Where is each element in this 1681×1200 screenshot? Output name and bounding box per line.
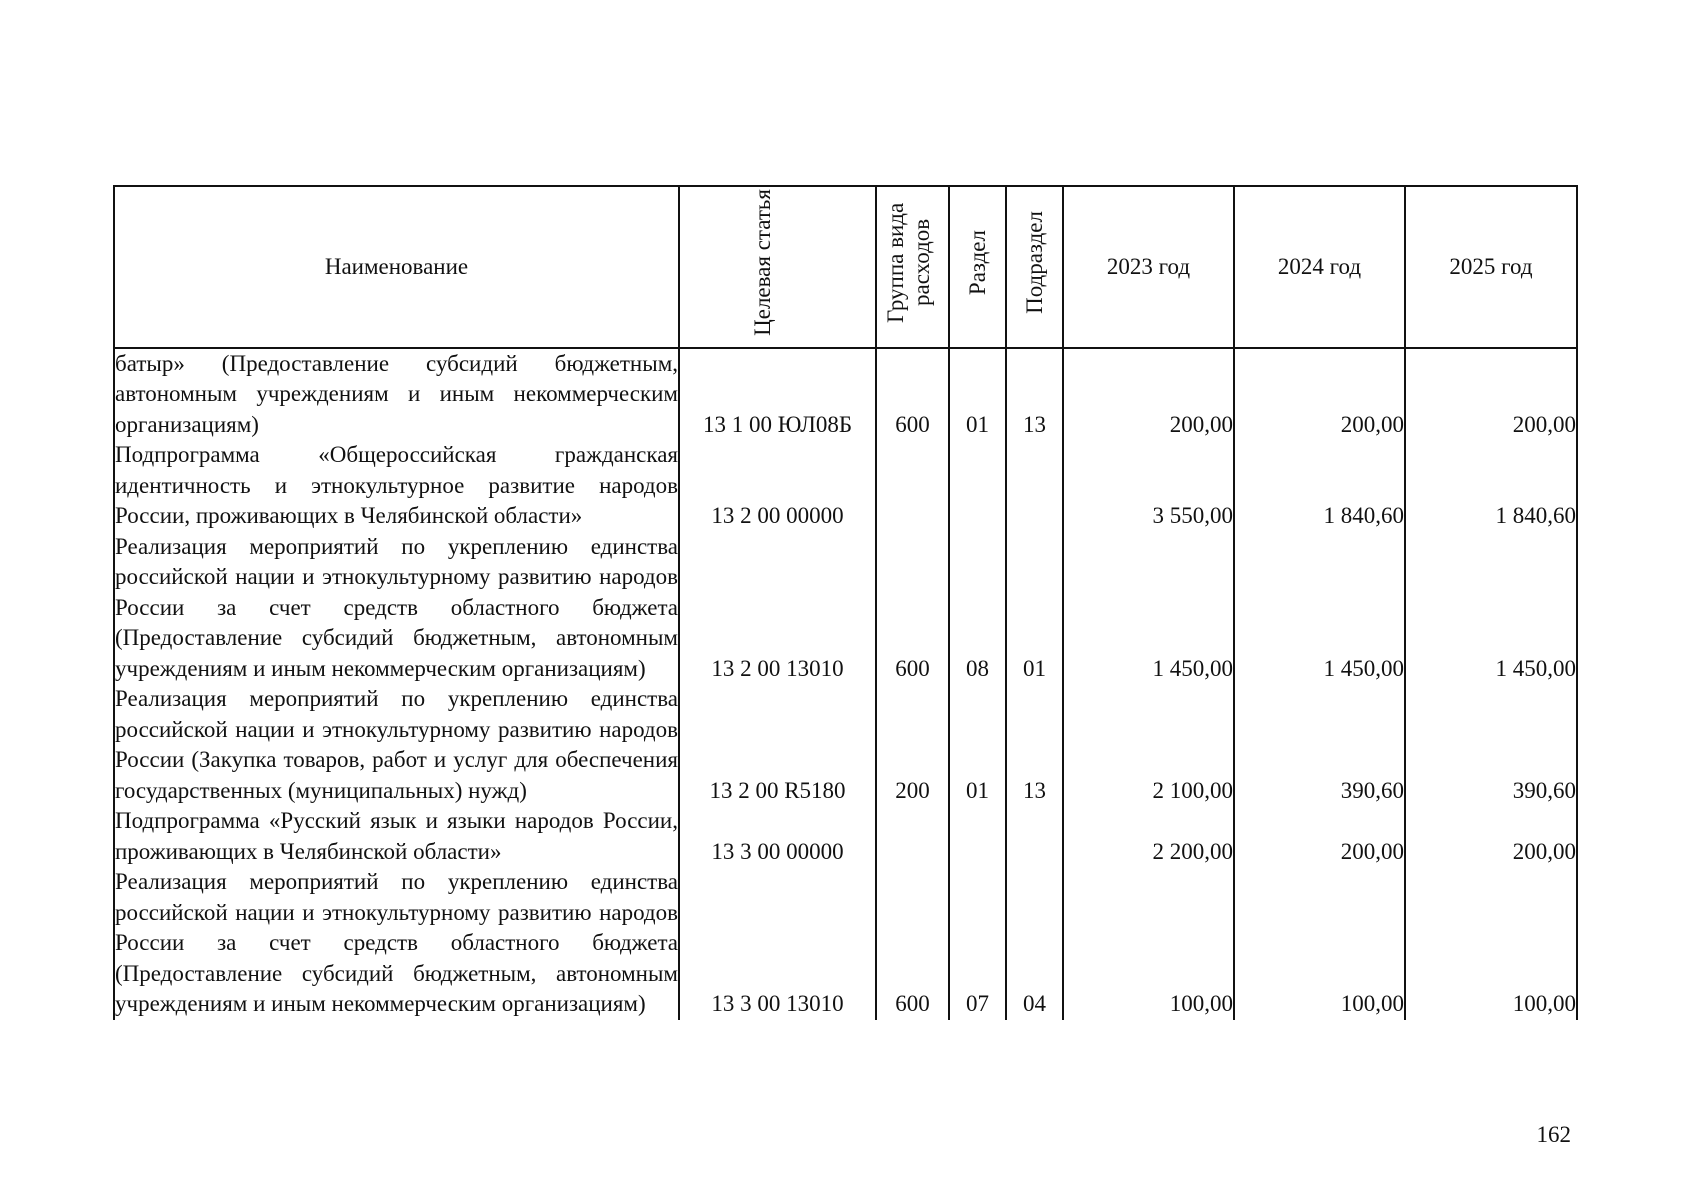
row-target-article: 13 2 00 R5180 bbox=[679, 684, 876, 806]
table-row bbox=[114, 348, 1577, 441]
row-2024: 390,60 bbox=[1234, 684, 1405, 806]
row-target-article: 13 3 00 13010 bbox=[679, 867, 876, 1020]
row-target-article: 13 3 00 00000 bbox=[679, 806, 876, 867]
row-target-article: 13 2 00 00000 bbox=[679, 440, 876, 532]
table-row bbox=[114, 684, 1577, 806]
row-2025: 200,00 bbox=[1405, 348, 1577, 441]
row-2023: 100,00 bbox=[1063, 867, 1234, 1020]
header-target-article: Целевая статья bbox=[679, 186, 876, 348]
row-subsection: 01 bbox=[1006, 532, 1063, 685]
header-2023: 2023 год bbox=[1063, 186, 1234, 348]
row-2025: 1 450,00 bbox=[1405, 532, 1577, 685]
row-2025: 390,60 bbox=[1405, 684, 1577, 806]
row-name: Реализация мероприятий по укреплению единства российской нации и этнокультурному развитию народов России за счет средств областного бюджета (Предоставление субсидий бюджетным, автономным учреждениям и иным некоммерческим организациям) bbox=[114, 532, 679, 685]
row-name: Подпрограмма «Общероссийская гражданская идентичность и этнокультурное развитие народов России, проживающих в Челябинской области» bbox=[114, 440, 679, 532]
header-section: Раздел bbox=[949, 186, 1006, 348]
row-target-article: 13 2 00 13010 bbox=[679, 532, 876, 685]
table-row bbox=[114, 806, 1577, 867]
row-2025: 1 840,60 bbox=[1405, 440, 1577, 532]
header-name: Наименование bbox=[114, 186, 679, 348]
header-2025: 2025 год bbox=[1405, 186, 1577, 348]
row-name: батыр» (Предоставление субсидий бюджетным, автономным учреждениям и иным некоммерческим организациям) bbox=[114, 348, 679, 441]
header-subsection: Подраздел bbox=[1006, 186, 1063, 348]
row-expense-group bbox=[876, 440, 949, 532]
row-2024: 200,00 bbox=[1234, 348, 1405, 441]
budget-table bbox=[113, 185, 1578, 1020]
row-name: Реализация мероприятий по укреплению единства российской нации и этнокультурному развитию народов России (Закупка товаров, работ и услуг для обеспечения государственных (муниципальных) нужд) bbox=[114, 684, 679, 806]
header-expense-group: Группа вида расходов bbox=[876, 186, 949, 348]
row-2024: 200,00 bbox=[1234, 806, 1405, 867]
row-expense-group: 600 bbox=[876, 867, 949, 1020]
row-section: 08 bbox=[949, 532, 1006, 685]
row-section: 01 bbox=[949, 348, 1006, 441]
row-section bbox=[949, 440, 1006, 532]
row-expense-group: 600 bbox=[876, 532, 949, 685]
row-2025: 100,00 bbox=[1405, 867, 1577, 1020]
row-expense-group bbox=[876, 806, 949, 867]
row-2024: 1 450,00 bbox=[1234, 532, 1405, 685]
row-section: 07 bbox=[949, 867, 1006, 1020]
row-2023: 2 100,00 bbox=[1063, 684, 1234, 806]
row-target-article: 13 1 00 ЮЛ08Б bbox=[679, 348, 876, 441]
table-row bbox=[114, 867, 1577, 1020]
table-row bbox=[114, 532, 1577, 685]
row-name: Подпрограмма «Русский язык и языки народов России, проживающих в Челябинской области» bbox=[114, 806, 679, 867]
row-expense-group: 200 bbox=[876, 684, 949, 806]
row-subsection: 13 bbox=[1006, 684, 1063, 806]
row-2023: 1 450,00 bbox=[1063, 532, 1234, 685]
row-2024: 1 840,60 bbox=[1234, 440, 1405, 532]
row-subsection bbox=[1006, 440, 1063, 532]
row-name: Реализация мероприятий по укреплению единства российской нации и этнокультурному развитию народов России за счет средств областного бюджета (Предоставление субсидий бюджетным, автономным учреждениям и иным некоммерческим организациям) bbox=[114, 867, 679, 1020]
row-2023: 200,00 bbox=[1063, 348, 1234, 441]
row-2025: 200,00 bbox=[1405, 806, 1577, 867]
header-row bbox=[114, 186, 1577, 348]
row-subsection: 04 bbox=[1006, 867, 1063, 1020]
row-subsection: 13 bbox=[1006, 348, 1063, 441]
row-section: 01 bbox=[949, 684, 1006, 806]
table-row bbox=[114, 440, 1577, 532]
header-2024: 2024 год bbox=[1234, 186, 1405, 348]
row-section bbox=[949, 806, 1006, 867]
row-expense-group: 600 bbox=[876, 348, 949, 441]
row-2024: 100,00 bbox=[1234, 867, 1405, 1020]
row-subsection bbox=[1006, 806, 1063, 867]
row-2023: 2 200,00 bbox=[1063, 806, 1234, 867]
page-number: 162 bbox=[1536, 1122, 1571, 1147]
row-2023: 3 550,00 bbox=[1063, 440, 1234, 532]
